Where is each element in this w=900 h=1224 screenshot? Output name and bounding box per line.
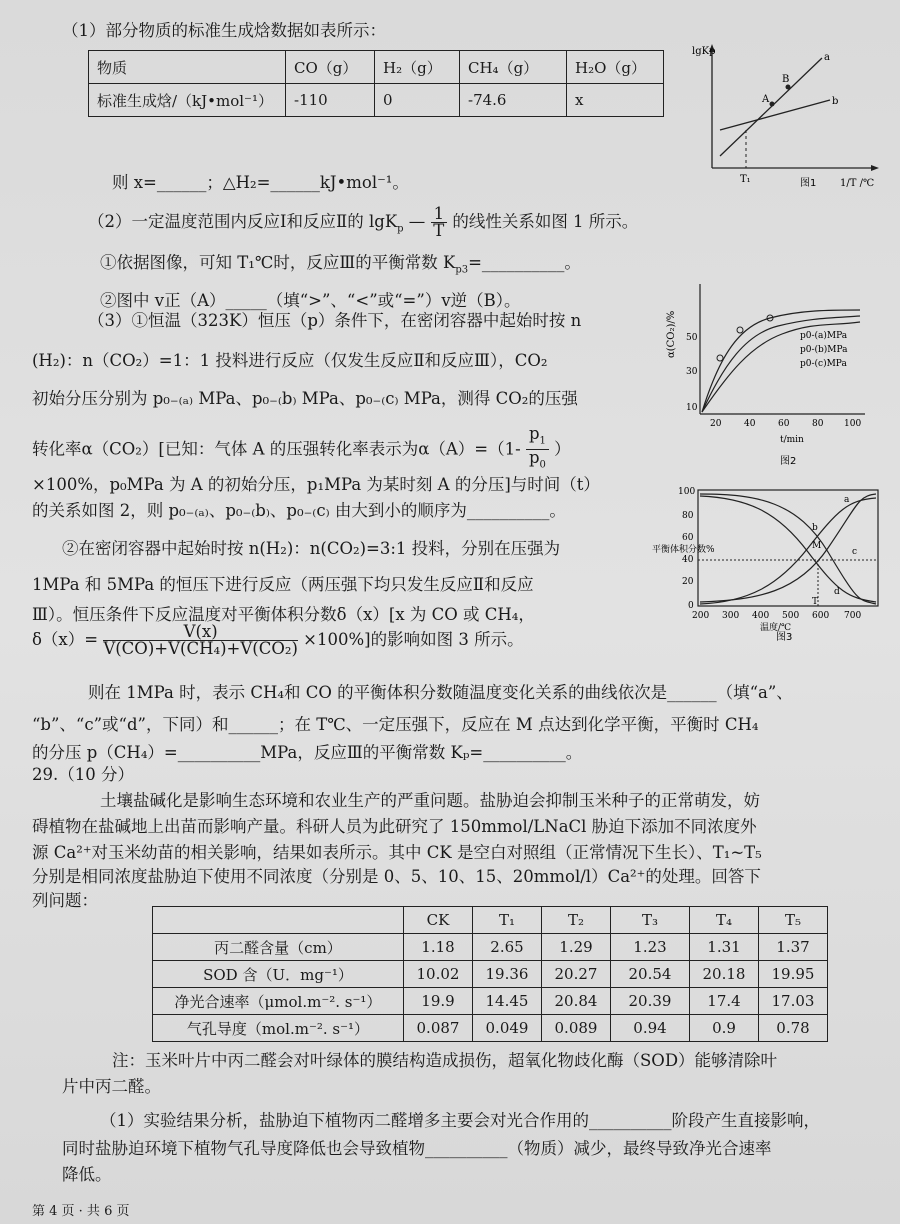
q29-line4: 分别是相同浓度盐胁迫下使用不同浓度（分别是 0、5、10、15、20mmol/l）Ca²⁺的处理。回答下 (32, 867, 761, 886)
q29-line2: 碍植物在盐碱地上出苗而影响产量。科研人员为此研究了 150mmol/LNaCl 胁迫下添加不同浓度外 (32, 817, 757, 836)
table-cell: 0.049 (473, 1015, 542, 1042)
fig3-ytick-80: 80 (682, 511, 694, 521)
table-cell: 10.02 (404, 961, 473, 988)
fig3-xtick-200: 200 (692, 611, 710, 621)
results-header-t1: T₁ (473, 907, 542, 934)
fig3-label-t: T (812, 597, 819, 607)
fig2-ytick-50: 50 (686, 333, 698, 343)
fig2-legend-b: p0-(b)MPa (800, 345, 848, 355)
table-row (153, 988, 828, 1015)
fig1-point-b: B (782, 74, 790, 85)
fig2-ylabel: α(CO₂)/% (666, 310, 677, 358)
row-label-sod: SOD 含（U．mg⁻¹） (153, 961, 404, 988)
table-cell: 19.9 (404, 988, 473, 1015)
figure-3 (648, 482, 888, 642)
delta-numerator: V(x) (103, 624, 298, 641)
fig2-caption: 图2 (780, 456, 797, 467)
fig2-ytick-10: 10 (686, 403, 698, 413)
table-cell: 14.45 (473, 988, 542, 1015)
q28-part3-line4b: ） (554, 439, 571, 459)
fig3-label-a: a (844, 495, 850, 505)
q29-header: 29.（10 分） (32, 765, 134, 784)
table-cell: 0.78 (759, 1015, 828, 1042)
fig1-tick: T₁ (740, 174, 751, 185)
page-footer: 第 4 页 · 共 6 页 (32, 1204, 130, 1219)
q28-part2-text-a: （2）一定温度范围内反应Ⅰ和反应Ⅱ的 lgK (88, 212, 398, 231)
fig3-ytick-20: 20 (682, 577, 694, 587)
q29-q1-line1: （1）实验结果分析，盐胁迫下植物丙二醛增多主要会对光合作用的__________阶段产生直接影响， (100, 1111, 820, 1130)
table-cell: 2.65 (473, 934, 542, 961)
fig1-line-b (720, 100, 830, 130)
table-cell: 20.27 (542, 961, 611, 988)
q28-part3-line4 (32, 426, 571, 474)
fig2-xtick-80: 80 (812, 419, 824, 429)
enthalpy-header-h2: H₂（g） (375, 51, 460, 84)
enthalpy-header-h2o: H₂O（g） (567, 51, 664, 84)
figure-2 (650, 274, 880, 474)
table-cell: 17.4 (690, 988, 759, 1015)
fig3-ytick-0: 0 (688, 601, 694, 611)
q29-line1: 土壤盐碱化是影响生态环境和农业生产的严重问题。盐胁迫会抑制玉米种子的正常萌发，妨 (100, 791, 760, 810)
delta-denominator: V(CO)+V(CH₄)+V(CO₂) (103, 639, 298, 658)
results-header-t4: T₄ (690, 907, 759, 934)
fig3-label-d: d (834, 587, 840, 597)
row-label-mda: 丙二醛含量（cm） (153, 934, 404, 961)
fig3-xtick-600: 600 (812, 611, 830, 621)
fig2-legend-a: p0-(a)MPa (800, 331, 848, 341)
delta-lhs: δ（x）= (32, 630, 99, 649)
fig1-caption: 图1 (800, 178, 817, 188)
results-header-t3: T₃ (611, 907, 690, 934)
table-row (153, 1015, 828, 1042)
fig3-label-b: b (812, 523, 818, 533)
fig2-xtick-40: 40 (744, 419, 756, 429)
enthalpy-header-ch4: CH₄（g） (460, 51, 567, 84)
fig2-xlabel: t/min (780, 435, 804, 445)
fig2-legend-c: p0-(c)MPa (800, 359, 847, 369)
table-cell: 1.23 (611, 934, 690, 961)
fig3-xtick-700: 700 (844, 611, 862, 621)
q28-part3-line8: 1MPa 和 5MPa 的恒压下进行反应（两压强下均只发生反应Ⅱ和反应 (32, 575, 534, 594)
table-cell: 19.36 (473, 961, 542, 988)
table-cell: 1.18 (404, 934, 473, 961)
fig3-curve-a (700, 494, 876, 604)
results-header-ck: CK (404, 907, 473, 934)
q28-part3-line1: （3）①恒温（323K）恒压（p）条件下，在密闭容器中起始时按 n (88, 311, 582, 330)
fig1-xlabel: 1/T /℃ (840, 178, 875, 188)
table-cell: 17.03 (759, 988, 828, 1015)
q28-part2-q1-tail: =__________。 (468, 253, 581, 272)
table-cell: 0.087 (404, 1015, 473, 1042)
q29-q1-line2: 同时盐胁迫环境下植物气孔导度降低也会导致植物__________（物质）减少，最终导致净光合速率 (62, 1139, 772, 1158)
delta-fraction (103, 624, 298, 657)
table-cell: 0.94 (611, 1015, 690, 1042)
table-cell: 0.9 (690, 1015, 759, 1042)
row-label-photosynthesis: 净光合速率（μmol.m⁻². s⁻¹） (153, 988, 404, 1015)
fig3-ytick-60: 60 (682, 533, 694, 543)
enthalpy-table (88, 50, 664, 117)
fig3-xlabel: 温度/℃ (760, 623, 792, 633)
enthalpy-value-co: -110 (286, 84, 375, 117)
enthalpy-value-ch4: -74.6 (460, 84, 567, 117)
q28-part2-text-b: 的线性关系如图 1 所示。 (452, 212, 639, 231)
fig3-ytick-100: 100 (678, 487, 696, 497)
table-cell: 20.84 (542, 988, 611, 1015)
fig2-xtick-100: 100 (844, 419, 862, 429)
enthalpy-value-h2: 0 (375, 84, 460, 117)
q29-line5: 列问题： (32, 891, 98, 910)
q28-part3-line3: 初始分压分别为 p₀₋₍ₐ₎ MPa、p₀₋₍b₎ MPa、p₀₋₍c₎ MPa，测得 CO₂的压强 (32, 389, 578, 408)
table-cell: 20.18 (690, 961, 759, 988)
q28-part3-line11: 则在 1MPa 时，表示 CH₄和 CO 的平衡体积分数随温度变化关系的曲线依次是______（填“a”、 (88, 683, 793, 702)
inverse-t-fraction: $\frac{1}{T}$ (431, 206, 448, 239)
fig3-ylabel: 平衡体积分数% (652, 545, 715, 555)
row-label-stomatal: 气孔导度（mol.m⁻². s⁻¹） (153, 1015, 404, 1042)
fig2-xtick-60: 60 (778, 419, 790, 429)
table-row (153, 961, 828, 988)
delta-tail: ×100%]的影响如图 3 所示。 (303, 630, 524, 649)
fig3-label-m: M (812, 541, 822, 551)
table-cell: 20.54 (611, 961, 690, 988)
table-cell: 1.31 (690, 934, 759, 961)
table-cell: 0.089 (542, 1015, 611, 1042)
fig1-ylabel: lgKp (692, 46, 716, 57)
fig3-label-c: c (852, 547, 858, 557)
results-header-blank (153, 907, 404, 934)
table-cell: 20.39 (611, 988, 690, 1015)
fig2-ytick-30: 30 (686, 367, 698, 377)
q28-part1-answer: 则 x=______；△H₂=______kJ•mol⁻¹。 (112, 173, 409, 192)
q28-part3-line12: “b”、“c”或“d”，下同）和______；在 T℃、一定压强下，反应在 M 点达到化学平衡，平衡时 CH₄ (32, 715, 759, 734)
q28-part3-line4a: 转化率α（CO₂）[已知：气体 A 的压强转化率表示为α（A）=（1- (32, 439, 521, 459)
q28-part3-line7: ②在密闭容器中起始时按 n(H₂)：n(CO₂)=3:1 投料，分别在压强为 (62, 539, 561, 558)
fig3-curve-d (700, 498, 876, 604)
q28-part3-line2: (H₂)：n（CO₂）=1：1 投料进行反应（仅发生反应Ⅱ和反应Ⅲ），CO₂ (32, 351, 548, 370)
fig2-xtick-20: 20 (710, 419, 722, 429)
q28-part2-q2: ②图中 v正（A）_____（填“>”、“<”或“=”）v逆（B）。 (100, 291, 521, 310)
q28-part3-line5: ×100%，p₀MPa 为 A 的初始分压，p₁MPa 为某时刻 A 的分压]与时间（t） (32, 475, 600, 494)
enthalpy-value-h2o: x (567, 84, 664, 117)
table-cell: 1.37 (759, 934, 828, 961)
results-header-t2: T₂ (542, 907, 611, 934)
q29-note-line2: 片中丙二醛。 (62, 1077, 161, 1096)
table-row (153, 934, 828, 961)
q28-part3-line6: 的关系如图 2，则 p₀₋₍ₐ₎、p₀₋₍b₎、p₀₋₍c₎ 由大到小的顺序为__________。 (32, 501, 566, 520)
fig3-ytick-40: 40 (682, 555, 694, 565)
table-cell: 19.95 (759, 961, 828, 988)
q28-part3-line9: Ⅲ）。恒压条件下反应温度对平衡体积分数δ（x）[x 为 CO 或 CH₄， (32, 605, 535, 624)
q28-part3-delta-formula (32, 624, 524, 657)
fig1-label-a: a (824, 52, 830, 63)
figure-1 (690, 38, 890, 188)
fig3-xtick-300: 300 (722, 611, 740, 621)
fig1-point-a: A (762, 94, 770, 105)
q29-note-line1: 注：玉米叶片中丙二醛会对叶绿体的膜结构造成损伤，超氧化物歧化酶（SOD）能够清除叶 (112, 1051, 778, 1070)
enthalpy-header-substance: 物质 (89, 51, 286, 84)
q28-part2-text: （2）一定温度范围内反应Ⅰ和反应Ⅱ的 lgK$_p$ — $\frac{1}{T}$ 的线性关系如图 1 所示。 (88, 204, 639, 240)
results-header-t5: T₅ (759, 907, 828, 934)
enthalpy-header-co: CO（g） (286, 51, 375, 84)
fig3-caption: 图3 (776, 632, 793, 642)
q29-q1-line3: 降低。 (62, 1165, 112, 1184)
q28-part2-q1: ①依据图像，可知 T₁℃时，反应Ⅲ的平衡常数 $K_{p3}=\_\_\_\_\_\_\_\_\_\_$。 (100, 253, 581, 276)
pressure-ratio-fraction: $\frac{p_1}{p_0}$ (526, 426, 549, 474)
q28-part1-intro: （1）部分物质的标准生成焓数据如表所示： (62, 21, 386, 40)
fig3-xtick-500: 500 (782, 611, 800, 621)
calcium-results-table (152, 906, 828, 1042)
enthalpy-row-label: 标准生成焓/（kJ•mol⁻¹） (89, 84, 286, 117)
q28-part2-q1-text: ①依据图像，可知 T₁℃时，反应Ⅲ的平衡常数 K (100, 253, 456, 272)
q29-line3: 源 Ca²⁺对玉米幼苗的相关影响，结果如表所示。其中 CK 是空白对照组（正常情况下生长）、T₁~T₅ (32, 843, 762, 862)
table-cell: 1.29 (542, 934, 611, 961)
fig3-xtick-400: 400 (752, 611, 770, 621)
q28-part3-line13: 的分压 p（CH₄）=__________MPa，反应Ⅲ的平衡常数 Kₚ=__________。 (32, 743, 583, 762)
fig1-label-b: b (832, 96, 839, 107)
